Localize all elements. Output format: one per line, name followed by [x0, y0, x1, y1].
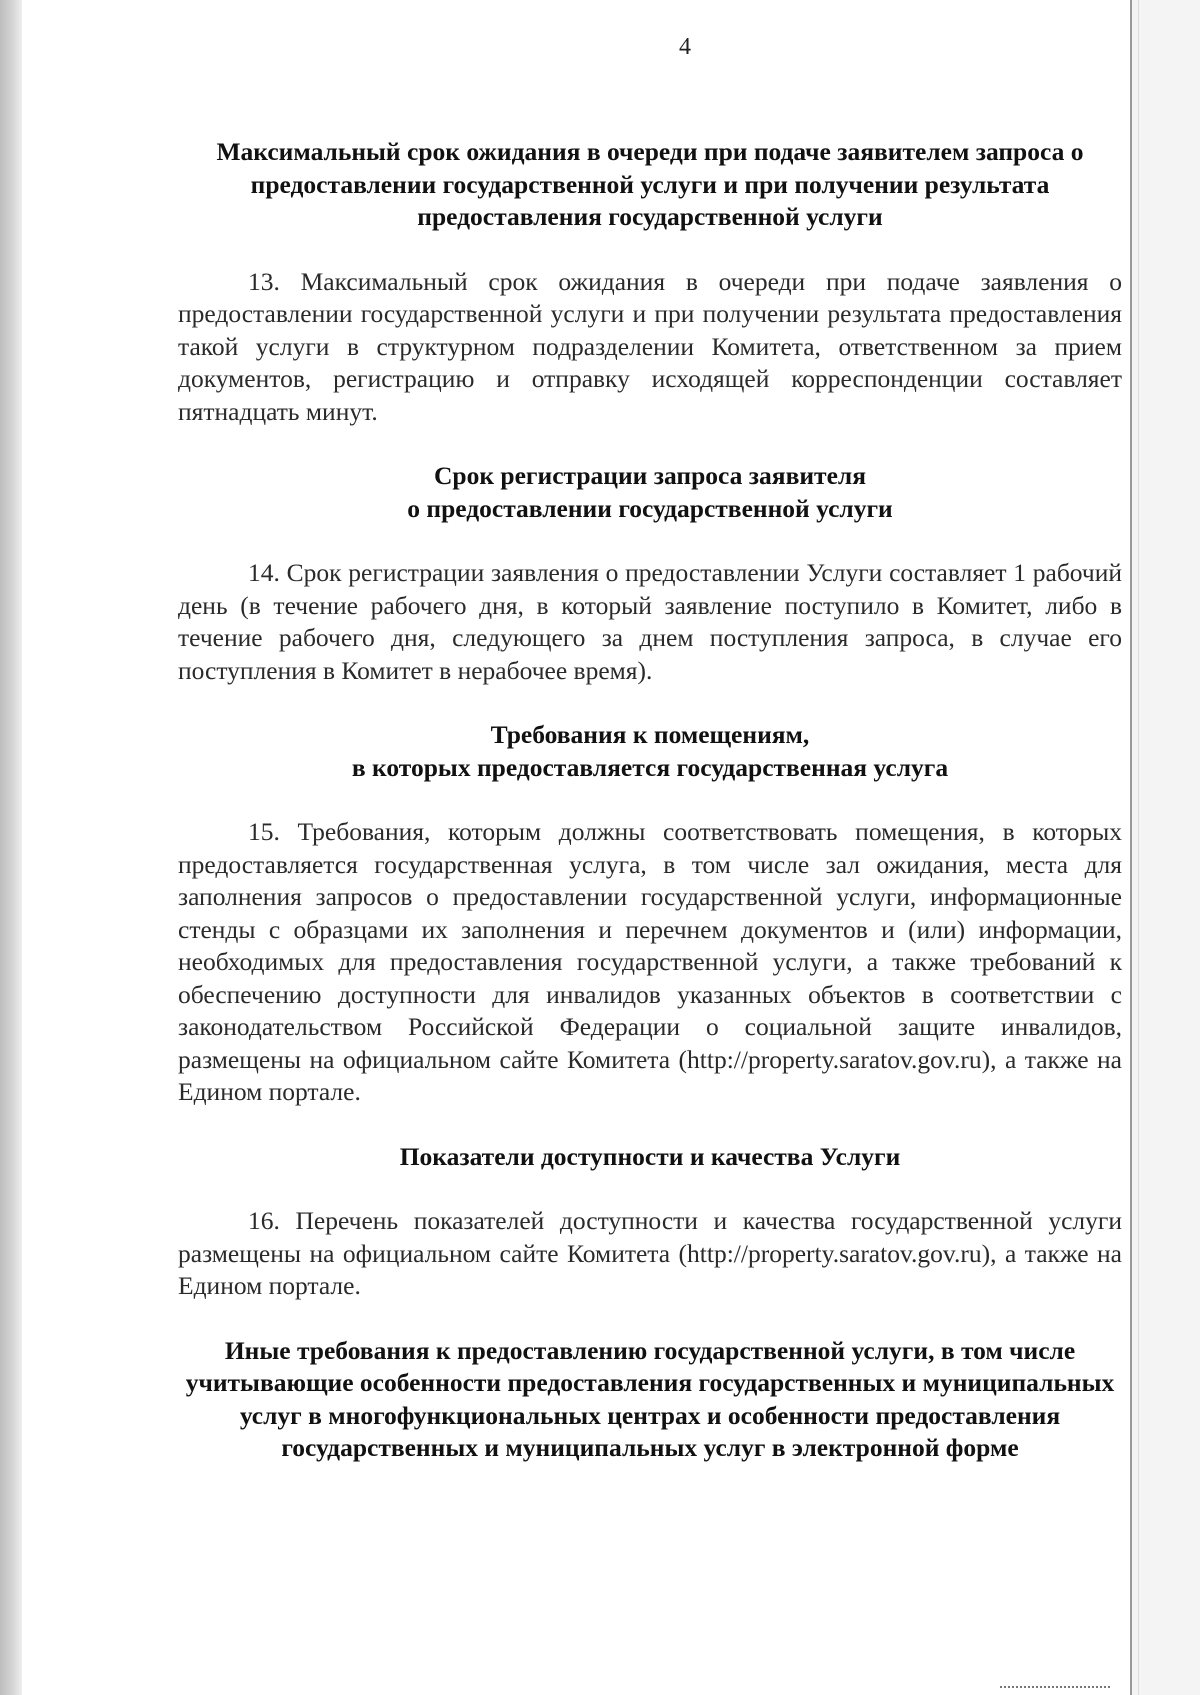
section-heading-queue-time: Максимальный срок ожидания в очереди при подаче заявителем запроса о предоставлении государственной услуги и при получении результата предоставления государственной услуги [216, 137, 1084, 231]
scan-artifact-mark [1000, 1686, 1110, 1692]
section-heading-premises-line1: Требования к помещениям, [490, 720, 810, 749]
document-body [178, 136, 1122, 1465]
section-heading-other-requirements: Иные требования к предоставлению государственной услуги, в том числе учитывающие особенности предоставления государственных и муниципальных услуг в многофункциональных центрах и особенности предоставления государственных и муниципальных услуг в электронной форме [185, 1335, 1115, 1462]
paragraph-15: 15. Требования, которым должны соответствовать помещения, в которых предоставляется государственная услуга, в том числе зал ожидания, места для заполнения запросов о предоставлении государственной услуги, информационные стенды с образцами их заполнения и перечнем документов и (или) информации, необходимых для предоставления государственной услуги, а также требований к обеспечению доступности для инвалидов указанных объектов в соответствии с законодательством Российской Федерации о социальной защите инвалидов, размещены на официальном сайте Комитета (http://property.saratov.gov.ru), а также на Едином портале. [178, 817, 1122, 1106]
section-heading-registration-line1: Срок регистрации запроса заявителя [434, 461, 866, 490]
page-number: 4 [679, 34, 691, 60]
scan-left-edge-shadow [0, 0, 22, 1695]
paragraph-14: 14. Срок регистрации заявления о предоставлении Услуги составляет 1 рабочий день (в течение рабочего дня, в который заявление поступило в Комитет, либо в течение рабочего дня, следующего за днем поступления запроса, в случае его поступления в Комитет в нерабочее время). [178, 558, 1122, 685]
scan-right-margin [1130, 0, 1200, 1695]
section-heading-premises [178, 719, 1122, 784]
section-heading-premises-line2: в которых предоставляется государственная услуга [351, 752, 949, 782]
section-heading-registration-line2: о предоставлении государственной услуги [407, 493, 893, 523]
section-heading-registration [178, 460, 1122, 525]
paragraph-16: 16. Перечень показателей доступности и качества государственной услуги размещены на официальном сайте Комитета (http://property.saratov.gov.ru), а также на Едином портале. [178, 1206, 1122, 1300]
section-heading-indicators: Показатели доступности и качества Услуги [399, 1141, 901, 1171]
paragraph-13: 13. Максимальный срок ожидания в очереди при подаче заявления о предоставлении государственной услуги и при получении результата предоставления такой услуги в структурном подразделении Комитета, ответственном за прием документов, регистрацию и отправку исходящей корреспонденции составляет пятнадцать минут. [178, 266, 1122, 426]
